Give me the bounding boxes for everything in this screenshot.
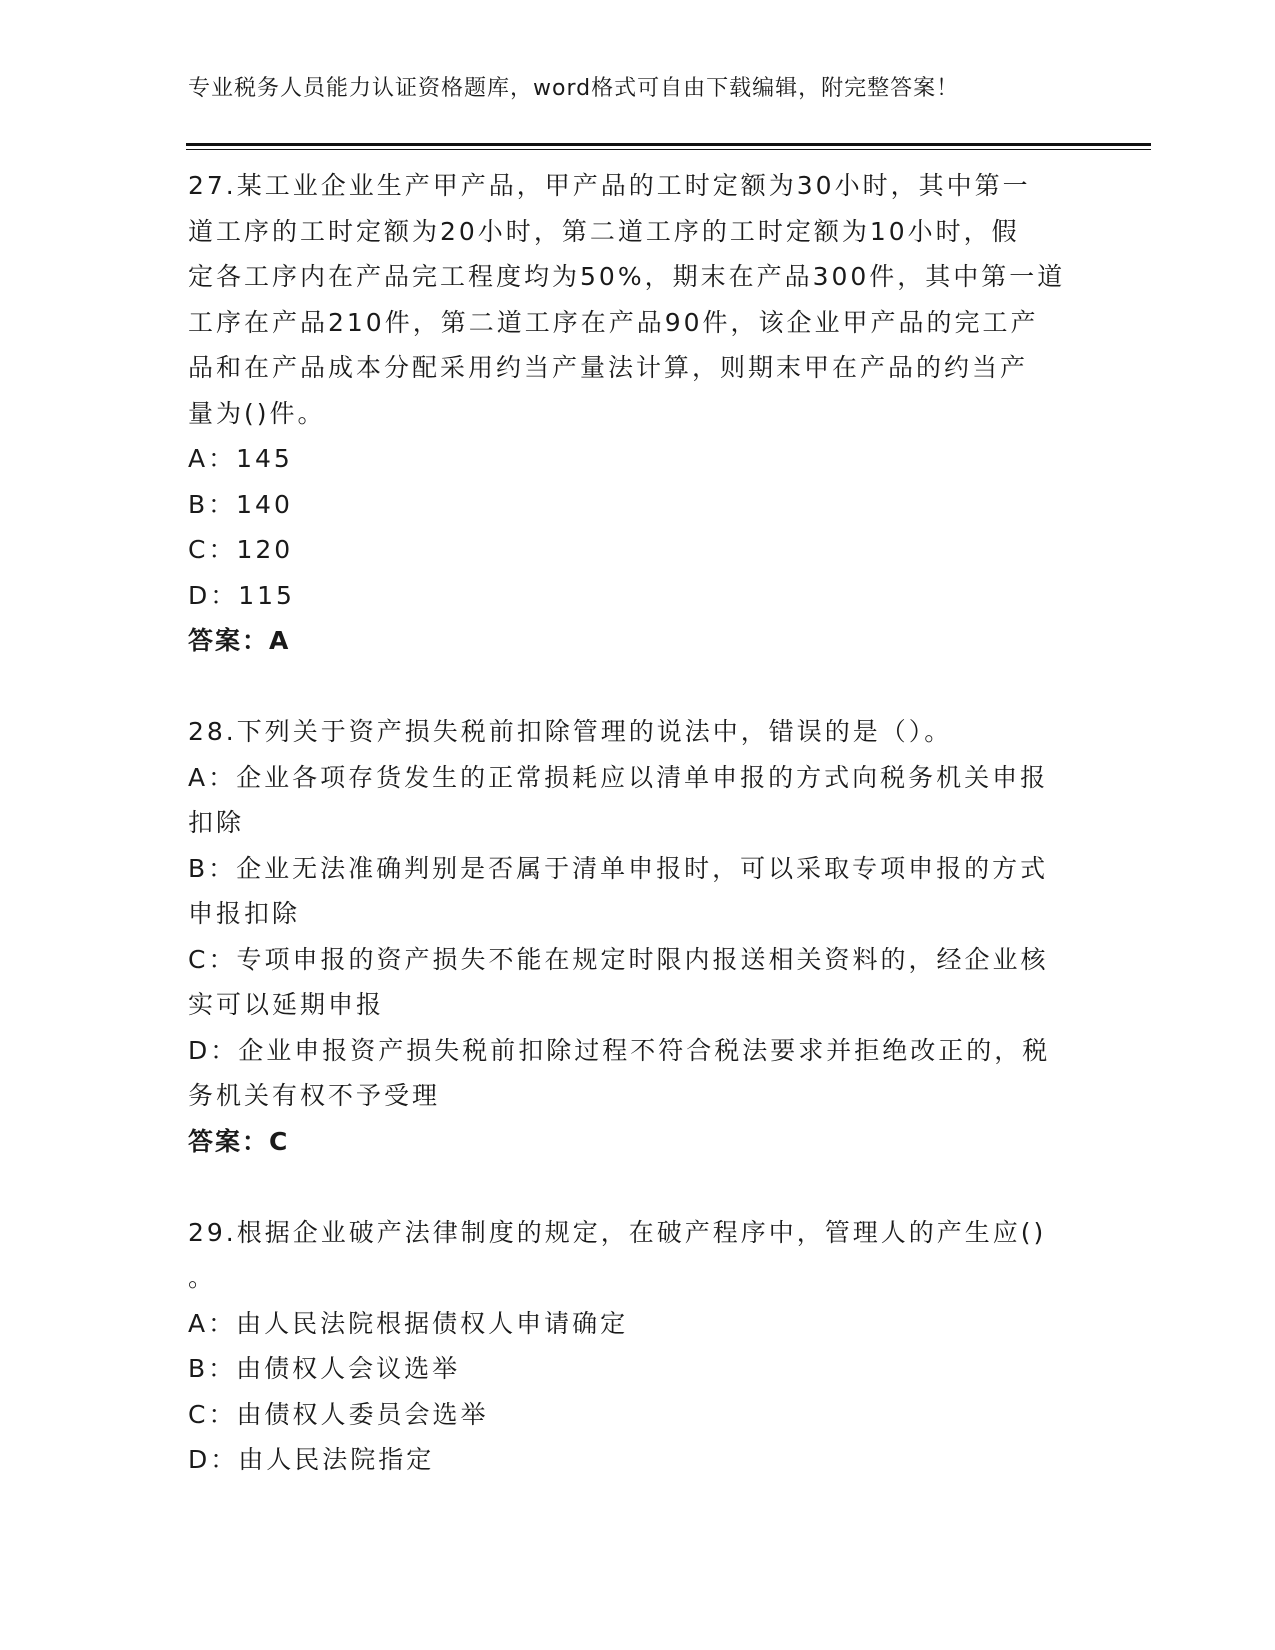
- question-spacer: [188, 664, 1088, 710]
- question-list: [188, 163, 1088, 1483]
- question-stem-line: 定各工序内在产品完工程度均为50%，期末在产品300件，其中第一道: [188, 262, 1066, 291]
- question-29: [188, 1210, 1088, 1483]
- option-d: D：115: [188, 580, 295, 610]
- option-d: D：由人民法院指定: [188, 1445, 435, 1474]
- question-stem-line: 。: [188, 1263, 217, 1292]
- page-header: 专业税务人员能力认证资格题库，word格式可自由下载编辑，附完整答案！: [188, 76, 960, 101]
- question-stem-line: 道工序的工时定额为20小时，第二道工序的工时定额为10小时，假: [188, 216, 1020, 246]
- option-c-continued: 实可以延期申报: [188, 990, 385, 1019]
- question-spacer: [188, 1164, 1088, 1210]
- option-a: A：145: [188, 444, 293, 473]
- option-a: A：由人民法院根据债权人申请确定: [188, 1308, 629, 1338]
- option-b-continued: 申报扣除: [188, 899, 301, 928]
- option-a: A：企业各项存货发生的正常损耗应以清单申报的方式向税务机关申报: [188, 762, 1049, 792]
- question-stem-line: 29.根据企业破产法律制度的规定，在破产程序中，管理人的产生应(): [188, 1217, 1047, 1247]
- question-stem-line: 品和在产品成本分配采用约当产量法计算，则期末甲在产品的约当产: [188, 353, 1029, 382]
- option-b: B：由债权人会议选举: [188, 1354, 461, 1383]
- option-c: C：120: [188, 535, 294, 564]
- question-stem-line: 27.某工业企业生产甲产品，甲产品的工时定额为30小时，其中第一: [188, 171, 1031, 200]
- question-stem-line: 量为()件。: [188, 398, 326, 428]
- option-b: B：企业无法准确判别是否属于清单申报时，可以采取专项申报的方式: [188, 853, 1049, 883]
- question-27: [188, 163, 1088, 664]
- option-c: C：专项申报的资产损失不能在规定时限内报送相关资料的，经企业核: [188, 944, 1049, 974]
- option-d: D：企业申报资产损失税前扣除过程不符合税法要求并拒绝改正的，税: [188, 1035, 1051, 1065]
- option-c: C：由债权人委员会选举: [188, 1399, 489, 1429]
- question-28: [188, 709, 1088, 1164]
- option-b: B：140: [188, 489, 293, 519]
- question-stem-line: 28.下列关于资产损失税前扣除管理的说法中，错误的是（）。: [188, 717, 953, 746]
- header-rule-thick: [186, 143, 1151, 146]
- header-rule-thin: [186, 149, 1151, 150]
- option-d-continued: 务机关有权不予受理: [188, 1081, 441, 1110]
- question-stem-line: 工序在产品210件，第二道工序在产品90件，该企业甲产品的完工产: [188, 307, 1039, 337]
- answer-label: 答案：C: [188, 1126, 290, 1156]
- answer-label: 答案：A: [188, 626, 291, 655]
- option-a-continued: 扣除: [188, 808, 245, 837]
